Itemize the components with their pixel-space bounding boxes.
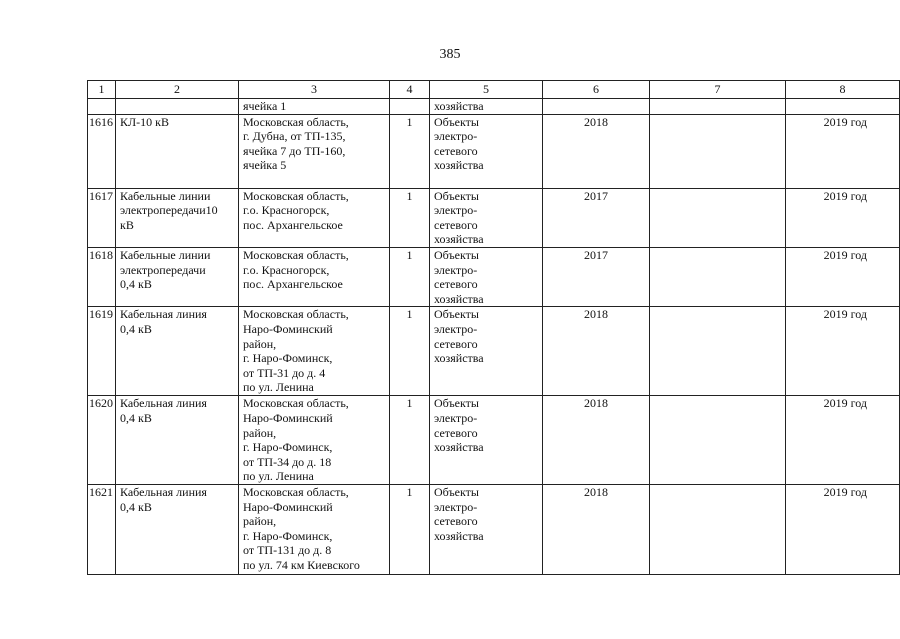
object-name: Кабельные линии электропередачи 0,4 кВ xyxy=(116,247,239,306)
column-header-3: 3 xyxy=(239,81,390,99)
column-7-cell xyxy=(650,114,786,188)
object-category: Объекты электро- сетевого хозяйства xyxy=(430,247,543,306)
object-address: Московская область, Наро-Фоминский район, г. Наро-Фоминск, от ТП-131 до д. 8 по ул. 74 км Киевского xyxy=(239,484,390,574)
object-name: Кабельные линии электропередачи10 кВ xyxy=(116,188,239,247)
object-quantity: 1 xyxy=(390,396,430,485)
table-row xyxy=(88,247,900,306)
table-row xyxy=(88,307,900,396)
object-address: Московская область, г. Дубна, от ТП-135, ячейка 7 до ТП-160, ячейка 5 xyxy=(239,114,390,188)
row-number: 1616 xyxy=(88,114,116,188)
object-address: ячейка 1 xyxy=(239,99,390,115)
row-number: 1619 xyxy=(88,307,116,396)
object-quantity: 1 xyxy=(390,484,430,574)
object-quantity: 1 xyxy=(390,188,430,247)
transfer-period: 2019 год xyxy=(786,247,900,306)
transfer-period: 2019 год xyxy=(786,396,900,485)
row-number: 1618 xyxy=(88,247,116,306)
registry-table xyxy=(87,80,900,575)
column-header-1: 1 xyxy=(88,81,116,99)
column-header-7: 7 xyxy=(650,81,786,99)
object-year: 2018 xyxy=(543,114,650,188)
object-category: хозяйства xyxy=(430,99,543,115)
page-number: 385 xyxy=(439,47,461,62)
transfer-period: 2019 год xyxy=(786,188,900,247)
column-header-2: 2 xyxy=(116,81,239,99)
row-number: 1617 xyxy=(88,188,116,247)
object-year: 2018 xyxy=(543,396,650,485)
continuation-row xyxy=(88,99,900,115)
object-quantity: 1 xyxy=(390,307,430,396)
object-year: 2017 xyxy=(543,188,650,247)
column-header-5: 5 xyxy=(430,81,543,99)
object-name: Кабельная линия 0,4 кВ xyxy=(116,396,239,485)
object-name: Кабельная линия 0,4 кВ xyxy=(116,484,239,574)
object-name: Кабельная линия 0,4 кВ xyxy=(116,307,239,396)
table-row xyxy=(88,484,900,574)
transfer-period xyxy=(786,99,900,115)
row-number: 1621 xyxy=(88,484,116,574)
column-header-8: 8 xyxy=(786,81,900,99)
column-header-6: 6 xyxy=(543,81,650,99)
header-row xyxy=(88,81,900,99)
object-category: Объекты электро- сетевого хозяйства xyxy=(430,114,543,188)
table-row xyxy=(88,188,900,247)
row-number: 1620 xyxy=(88,396,116,485)
object-address: Московская область, Наро-Фоминский район, г. Наро-Фоминск, от ТП-34 до д. 18 по ул. Ленина xyxy=(239,396,390,485)
object-category: Объекты электро- сетевого хозяйства xyxy=(430,307,543,396)
table-row xyxy=(88,114,900,188)
object-category: Объекты электро- сетевого хозяйства xyxy=(430,188,543,247)
transfer-period: 2019 год xyxy=(786,484,900,574)
object-year: 2018 xyxy=(543,307,650,396)
transfer-period: 2019 год xyxy=(786,307,900,396)
column-7-cell xyxy=(650,247,786,306)
object-address: Московская область, г.о. Красногорск, пос. Архангельское xyxy=(239,188,390,247)
object-name: КЛ-10 кВ xyxy=(116,114,239,188)
object-name xyxy=(116,99,239,115)
row-number xyxy=(88,99,116,115)
column-7-cell xyxy=(650,396,786,485)
object-year: 2017 xyxy=(543,247,650,306)
object-category: Объекты электро- сетевого хозяйства xyxy=(430,396,543,485)
transfer-period: 2019 год xyxy=(786,114,900,188)
column-7-cell xyxy=(650,99,786,115)
column-7-cell xyxy=(650,307,786,396)
object-year xyxy=(543,99,650,115)
object-address: Московская область, г.о. Красногорск, пос. Архангельское xyxy=(239,247,390,306)
object-quantity: 1 xyxy=(390,247,430,306)
object-year: 2018 xyxy=(543,484,650,574)
object-quantity: 1 xyxy=(390,114,430,188)
column-header-4: 4 xyxy=(390,81,430,99)
column-7-cell xyxy=(650,188,786,247)
table-row xyxy=(88,396,900,485)
object-address: Московская область, Наро-Фоминский район, г. Наро-Фоминск, от ТП-31 до д. 4 по ул. Ленина xyxy=(239,307,390,396)
column-7-cell xyxy=(650,484,786,574)
object-category: Объекты электро- сетевого хозяйства xyxy=(430,484,543,574)
object-quantity xyxy=(390,99,430,115)
